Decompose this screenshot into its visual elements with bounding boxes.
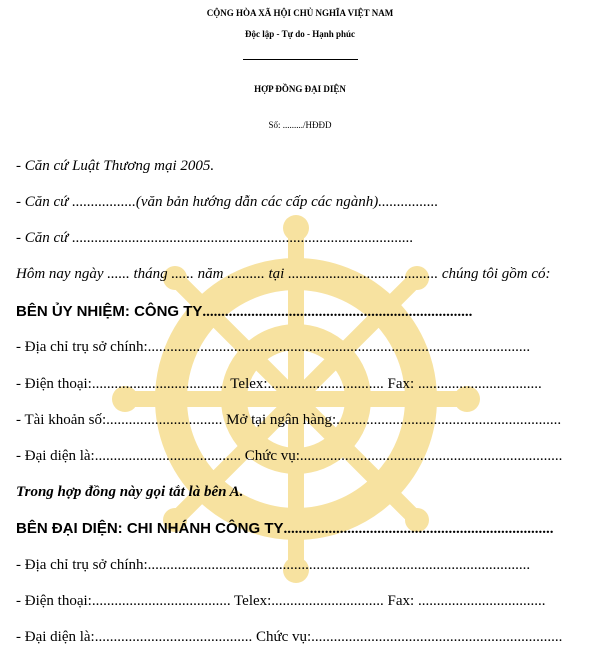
party-a-phone: - Điện thoại:.................................... Telex:............................... Fax: ................................. (16, 376, 542, 392)
contract-number: Số: ........./HĐĐD (268, 120, 332, 130)
party-a-representative: - Đại diện là:....................................... Chức vụ:...................................................................... (16, 448, 563, 464)
basis-line-1: - Căn cứ Luật Thương mại 2005. (16, 158, 215, 174)
today-line: Hôm nay ngày ...... tháng ...... năm .......... tại ........................................ chúng tôi gồm có: (16, 266, 551, 282)
party-b-heading-label: BÊN ĐẠI DIỆN: CHI NHÁNH CÔNG TY (16, 520, 284, 537)
party-a-account: - Tài khoản số:............................... Mở tại ngân hàng:............................................................ (16, 412, 562, 428)
party-a-heading-label: BÊN ỦY NHIỆM: CÔNG TY (16, 303, 203, 320)
party-b-heading (16, 520, 554, 538)
party-a-heading (16, 303, 472, 321)
party-b-address: - Địa chỉ trụ sở chính:...................................................................................................... (16, 557, 531, 573)
party-b-heading-dots: ........................................................................ (283, 521, 554, 537)
header-divider (243, 59, 358, 60)
party-a-note: Trong hợp đồng này gọi tắt là bên A. (16, 484, 244, 500)
country-heading: CỘNG HÒA XÃ HỘI CHỦ NGHĨA VIỆT NAM (206, 8, 394, 18)
basis-line-3: - Căn cứ ........................................................................................... (16, 230, 414, 246)
party-a-address: - Địa chỉ trụ sở chính:...................................................................................................... (16, 339, 531, 355)
party-a-heading-dots: ........................................................................ (202, 304, 473, 320)
motto: Độc lập - Tự do - Hạnh phúc (244, 29, 355, 39)
document-title: HỢP ĐỒNG ĐẠI DIỆN (254, 84, 346, 94)
basis-line-2: - Căn cứ .................(văn bản hướng dẫn các cấp các ngành)................ (16, 194, 439, 210)
party-b-representative: - Đại diện là:.......................................... Chức vụ:................................................................... (16, 629, 563, 645)
party-b-phone: - Điện thoại:..................................... Telex:.............................. Fax: .................................. (16, 593, 546, 609)
